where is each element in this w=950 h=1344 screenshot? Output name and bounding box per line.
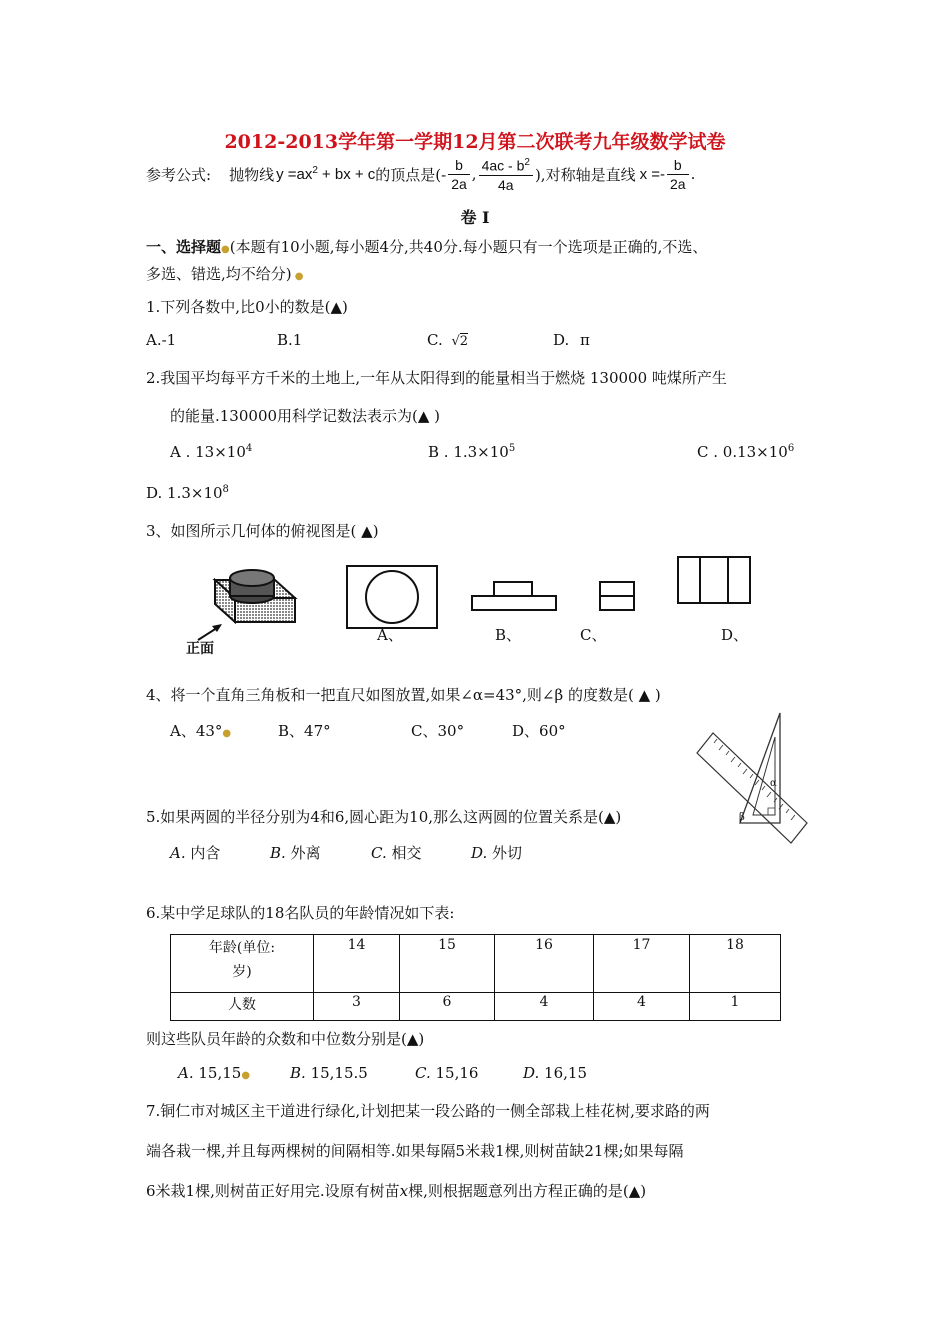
section-line-1: 一、选择题●(本题有10小题,每小题4分,共40分.每小题只有一个选项是正确的,不选、 [146,238,708,256]
q6-question: 则这些队员年龄的众数和中位数分别是(▲) [146,1030,425,1048]
q5-option-d: D. 外切 [471,844,523,862]
section-heading: 一、选择题 [146,238,222,256]
q7-line-3: 6米栽1棵,则树苗正好用完.设原有树苗x棵,则根据题意列出方程正确的是(▲) [146,1182,647,1200]
table-cell: 6 [400,993,495,1021]
q1-option-c: C. √2 [427,331,469,349]
q6-option-a: A. 15,15● [178,1064,251,1082]
table-cell: 3 [314,993,400,1021]
beta-label: β [739,812,745,823]
table-row [171,935,781,993]
table-cell: 18 [690,935,781,993]
q3-option-b: B、 [495,626,522,644]
q6-option-b: B. 15,15.5 [290,1064,368,1082]
table-cell: 16 [495,935,594,993]
triangle-ruler-figure [695,705,815,855]
reference-formula: 参考公式: 抛物线 $y =ax^2$ + bx + c 的顶点是(- $\frac{b}{2a}$ , $\frac{4ac - b^2}{4a}$ ),对称轴是直线 x =- $\frac{b}{2a}$ . [146,152,695,196]
option-b-figure [470,580,558,612]
age-table [170,934,781,1021]
q4-option-c: C、30° [411,722,465,740]
page-title: 2012-2013学年第一学期12月第二次联考九年级数学试卷 [224,131,726,153]
table-cell: 1 [690,993,781,1021]
q1-option-a: A.-1 [146,331,177,349]
q2-option-b: B . $1.3\times 10^5$ [428,443,516,461]
section-line-2: 多选、错选,均不给分) ● [146,265,304,283]
q3-stem: 3、如图所示几何体的俯视图是( ▲) [146,522,379,540]
row-header-count: 人数 [171,993,314,1021]
option-c-figure [598,580,636,612]
q2-stem-1: 2.我国平均每平方千米的土地上,一年从太阳得到的能量相当于燃烧 130000 吨煤所产生 [146,369,727,387]
q5-option-b: B. 外离 [270,844,321,862]
q6-stem: 6.某中学足球队的18名队员的年龄情况如下表: [146,904,455,922]
q3-option-a: A、 [377,626,403,644]
q7-line-2: 端各栽一棵,并且每两棵树的间隔相等.如果每隔5米栽1棵,则树苗缺21棵;如果每隔 [146,1142,684,1160]
q2-option-d: D. $1.3\times 10^8$ [146,484,229,502]
q2-option-a: A . $13\times 10^4$ [170,443,253,461]
q3-option-c: C、 [580,626,607,644]
q4-option-b: B、47° [278,722,331,740]
table-cell: 17 [594,935,690,993]
front-label: 正面 [186,641,214,657]
volume-heading: 卷 Ⅰ [460,208,490,227]
formula-label: 参考公式: [146,165,212,184]
sqrt-symbol: √2 [451,334,469,349]
q5-stem: 5.如果两圆的半径分别为4和6,圆心距为10,那么这两圆的位置关系是(▲) [146,808,622,826]
q4-option-a: A、43°● [170,722,232,740]
option-d-figure [676,555,752,605]
table-cell: 15 [400,935,495,993]
q6-option-c: C. 15,16 [415,1064,479,1082]
q1-option-d: D. π [553,331,590,349]
row-header-age: 年龄(单位: 岁) [171,935,314,993]
table-row [171,993,781,1021]
q4-stem: 4、将一个直角三角板和一把直尺如图放置,如果∠α=43°,则∠β 的度数是( ▲ ) [146,686,661,704]
q7-line-1: 7.铜仁市对城区主干道进行绿化,计划把某一段公路的一侧全部栽上桂花树,要求路的两 [146,1102,710,1120]
q3-option-d: D、 [721,626,749,644]
q2-stem-2: 的能量.130000用科学记数法表示为(▲ ) [170,407,441,425]
table-cell: 14 [314,935,400,993]
fraction-b-over-2a: $\frac{b}{2a}$ [448,156,470,193]
q4-option-d: D、60° [512,722,566,740]
fraction-axis: $\frac{b}{2a}$ [667,156,689,193]
table-cell: 4 [495,993,594,1021]
q1-stem: 1.下列各数中,比0小的数是(▲) [146,298,348,316]
q1-option-b: B.1 [277,331,303,349]
table-cell: 4 [594,993,690,1021]
option-a-figure [346,565,438,629]
q5-option-a: A. 内含 [170,844,221,862]
q6-option-d: D. 16,15 [523,1064,587,1082]
alpha-label: α [770,778,777,789]
fraction-vertex-y: $\frac{4ac - b^2}{4a}$ [479,154,533,194]
q2-option-c: C . $0.13\times 10^6$ [697,443,795,461]
q5-option-c: C. 相交 [371,844,422,862]
